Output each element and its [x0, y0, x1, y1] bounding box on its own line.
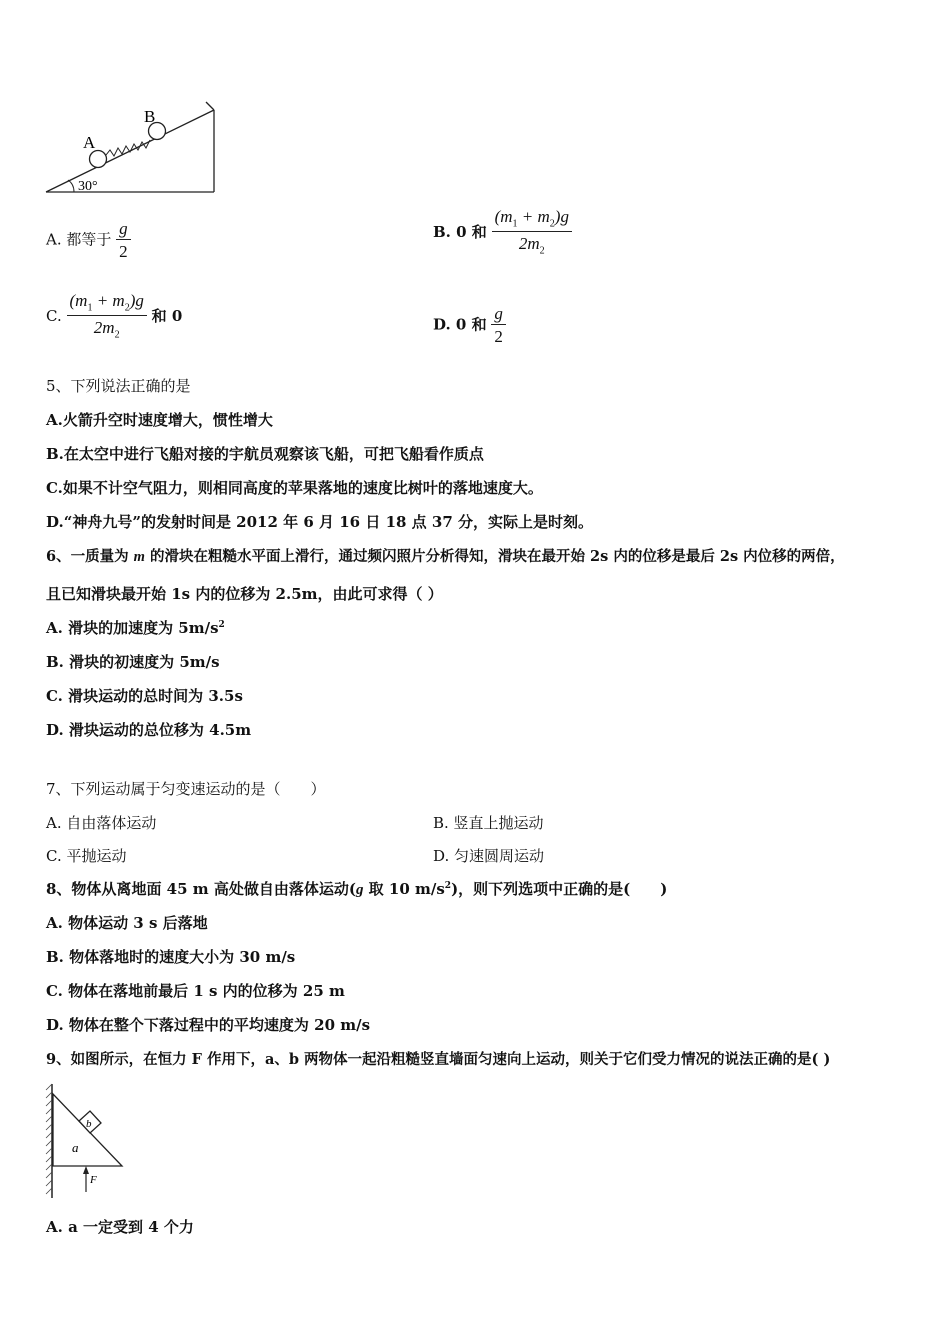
- incline-spring-figure: [40, 98, 225, 198]
- q9-stem: 9、如图所示，在恒力 F 作用下，a、b 两物体一起沿粗糙竖直墙面匀速向上运动，则关于它们受力情况的说法正确的是( ): [46, 1051, 831, 1068]
- label-a: A: [83, 133, 96, 152]
- q7-stem: 7、下列运动属于匀变速运动的是（ ）: [46, 780, 326, 798]
- q8-option-a: A. 物体运动 3 s 后落地: [46, 914, 208, 932]
- q7-option-d: D. 匀速圆周运动: [433, 847, 545, 865]
- q6-option-c: C. 滑块运动的总时间为 3.5s: [46, 687, 243, 705]
- g-over-2-fraction: $\frac{g}{2}$: [491, 305, 506, 345]
- q7-option-a: A. 自由落体运动: [46, 814, 157, 832]
- q8-option-d: D. 物体在整个下落过程中的平均速度为 20 m/s: [46, 1016, 371, 1034]
- q4-option-c: C. $\frac{(m_1 + m_2)g}{2m_2}$ 和 0: [46, 291, 183, 341]
- mass-fraction: $\frac{(m_1 + m_2)g}{2m_2}$: [492, 208, 572, 257]
- q8-option-c: C. 物体在落地前最后 1 s 内的位移为 25 m: [46, 982, 345, 1000]
- q6-option-b: B. 滑块的初速度为 5m/s: [46, 653, 220, 671]
- q7-option-c: C. 平抛运动: [46, 847, 127, 865]
- q8-stem: 8、物体从离地面 45 m 高处做自由落体运动(g 取 10 $m/s^2$)，则下列选项中正确的是( ): [46, 880, 668, 898]
- q9-option-a: A. a 一定受到 4 个力: [46, 1218, 194, 1236]
- q6-stem-line2: 且已知滑块最开始 1s 内的位移为 2.5m，由此可求得（ ）: [46, 585, 443, 603]
- q5-option-a: A.火箭升空时速度增大，惯性增大: [46, 411, 273, 429]
- label-a: a: [72, 1140, 79, 1155]
- label-b: B: [144, 107, 156, 126]
- q6-stem-line1: 6、一质量为 m 的滑块在粗糙水平面上滑行，通过频闪照片分析得知，滑块在最开始 2s 内的位移是最后 2s 内位移的两倍，: [46, 548, 845, 565]
- label-b: b: [86, 1118, 92, 1130]
- mass-fraction: $\frac{(m_1 + m_2)g}{2m_2}$: [67, 292, 147, 341]
- q5-stem: 5、下列说法正确的是: [46, 377, 191, 395]
- g-over-2-fraction: $\frac{g}{2}$: [116, 220, 131, 260]
- angle-label: 30°: [78, 179, 98, 194]
- q5-option-c: C.如果不计空气阻力，则相同高度的苹果落地的速度比树叶的落地速度大。: [46, 479, 543, 497]
- q5-option-b: B.在太空中进行飞船对接的宇航员观察该飞船，可把飞船看作质点: [46, 445, 484, 463]
- label-f: F: [90, 1174, 97, 1186]
- q7-option-b: B. 竖直上抛运动: [433, 814, 544, 832]
- q8-option-b: B. 物体落地时的速度大小为 30 m/s: [46, 948, 296, 966]
- q6-option-d: D. 滑块运动的总位移为 4.5m: [46, 721, 252, 739]
- q4-option-d: D. 0 和 $\frac{g}{2}$: [433, 305, 506, 345]
- q4-option-a: A. 都等于 $\frac{g}{2}$: [46, 220, 131, 260]
- q5-option-d: D.“神舟九号”的发射时间是 2012 年 6 月 16 日 18 点 37 分，实际上是时刻。: [46, 513, 593, 531]
- wall-wedge-figure: [40, 1080, 130, 1202]
- q4-option-b: B. 0 和 $\frac{(m_1 + m_2)g}{2m_2}$: [433, 208, 572, 257]
- q6-option-a: A. 滑块的加速度为 $5m/s^2$: [46, 619, 225, 637]
